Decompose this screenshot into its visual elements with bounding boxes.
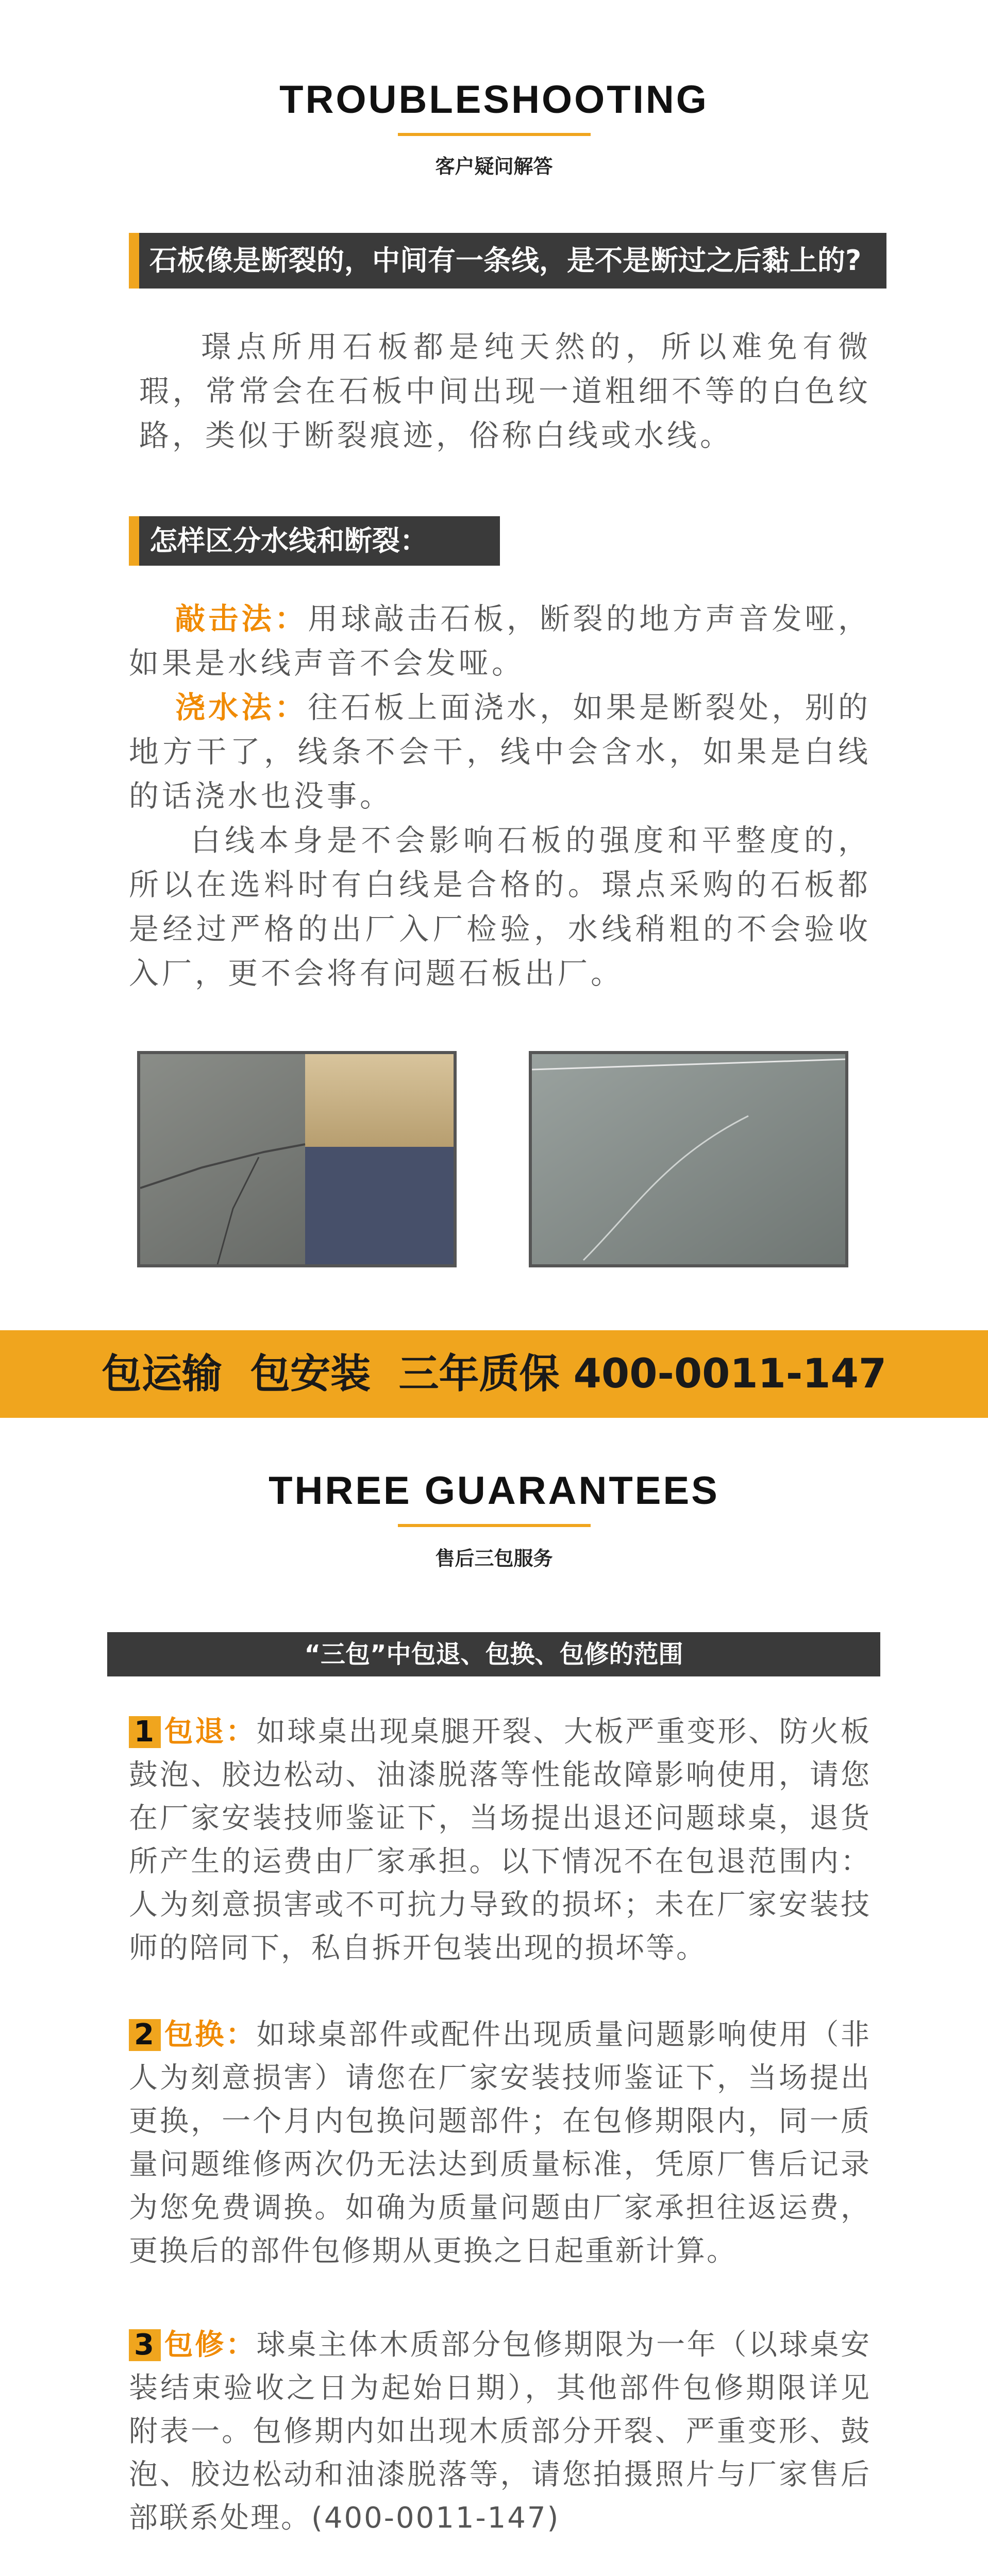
guarantees-subtitle: 售后三包服务 (435, 1547, 553, 1570)
troubleshooting-subtitle: 客户疑问解答 (435, 155, 553, 178)
question-2-text: 怎样区分水线和断裂： (149, 524, 428, 557)
item-number: 2 (129, 2019, 161, 2051)
water-method (129, 685, 871, 818)
answer-paragraph-1: 璟点所用石板都是纯天然的，所以难免有微瑕，常常会在石板中间出现一道粗细不等的白色纹路，类似于断裂痕迹，俗称白线或水线。 (139, 329, 871, 453)
slate-waterline-image (532, 1054, 845, 1264)
water-method-label: 浇水法： (175, 690, 308, 725)
question-1-text: 石板像是断裂的，中间有一条线，是不是断过之后黏上的? (149, 244, 862, 277)
slate-crack-photo (137, 1051, 457, 1267)
scope-title: “三包”中包退、包换、包修的范围 (304, 1640, 683, 1669)
knock-method (129, 597, 871, 685)
knock-method-text: 用球敲击石板，断裂的地方声音发哑，如果是水线声音不会发哑。 (129, 601, 871, 681)
troubleshooting-title: TROUBLESHOOTING (279, 78, 709, 122)
answer-paragraph-3: 白线本身是不会影响石板的强度和平整度的，所以在选料时有白线是合格的。璟点采购的石板都是经过严格的出厂入厂检验，水线稍粗的不会验收入厂，更不会将有问题石板出厂。 (129, 823, 871, 991)
repair-label: 包修： (163, 2328, 257, 2362)
question-band-1 (129, 233, 886, 289)
exchange-label: 包换： (163, 2018, 257, 2052)
title-underline (398, 1524, 591, 1527)
exchange-text: 如球桌部件或配件出现质量问题影响使用（非人为刻意损害）请您在厂家安装技师鉴证下，当场提出更换，一个月内包换问题部件；在包修期限内，同一质量问题维修两次仍无法达到质量标准，凭原厂售后记录为您免费调换。如确为质量问题由厂家承担往返运费，更换后的部件包修期从更换之日起重新计算。 (129, 2018, 872, 2268)
slate-crack-image (140, 1054, 454, 1264)
guarantee-exchange (129, 2013, 871, 2273)
guarantees-title: THREE GUARANTEES (269, 1469, 719, 1513)
question-band-2 (129, 516, 500, 566)
scope-band (107, 1632, 880, 1676)
refund-text: 如球桌出现桌腿开裂、大板严重变形、防火板鼓泡、胶边松动、油漆脱落等性能故障影响使用，请您在厂家安装技师鉴证下，当场提出退还问题球桌，退货所产生的运费由厂家承担。以下情况不在包退范围内：人为刻意损害或不可抗力导致的损坏；未在厂家安装技师的陪同下，私自拆开包装出现的损坏等。 (129, 1715, 872, 1965)
item-number: 3 (129, 2329, 161, 2361)
guarantee-refund (129, 1710, 871, 1970)
knock-method-label: 敲击法： (175, 601, 308, 636)
band-accent (129, 233, 139, 289)
water-method-text: 往石板上面浇水，如果是断裂处，别的地方干了，线条不会干，线中会含水，如果是白线的话浇水也没事。 (129, 690, 871, 814)
item-number: 1 (129, 1716, 161, 1748)
repair-text: 球桌主体木质部分包修期限为一年（以球桌安装结束验收之日为起始日期），其他部件包修期限详见附表一。包修期内如出现木质部分开裂、严重变形、鼓泡、胶边松动和油漆脱落等，请您拍摄照片与厂家售后部联系处理。(400-0011-147) (129, 2328, 872, 2535)
guarantee-repair (129, 2324, 871, 2540)
service-banner-text: 包运输 包安装 三年质保 400-0011-147 (101, 1351, 887, 1397)
slate-waterline-photo (529, 1051, 848, 1267)
refund-label: 包退： (163, 1715, 257, 1749)
title-underline (398, 133, 591, 136)
band-accent (129, 516, 139, 566)
